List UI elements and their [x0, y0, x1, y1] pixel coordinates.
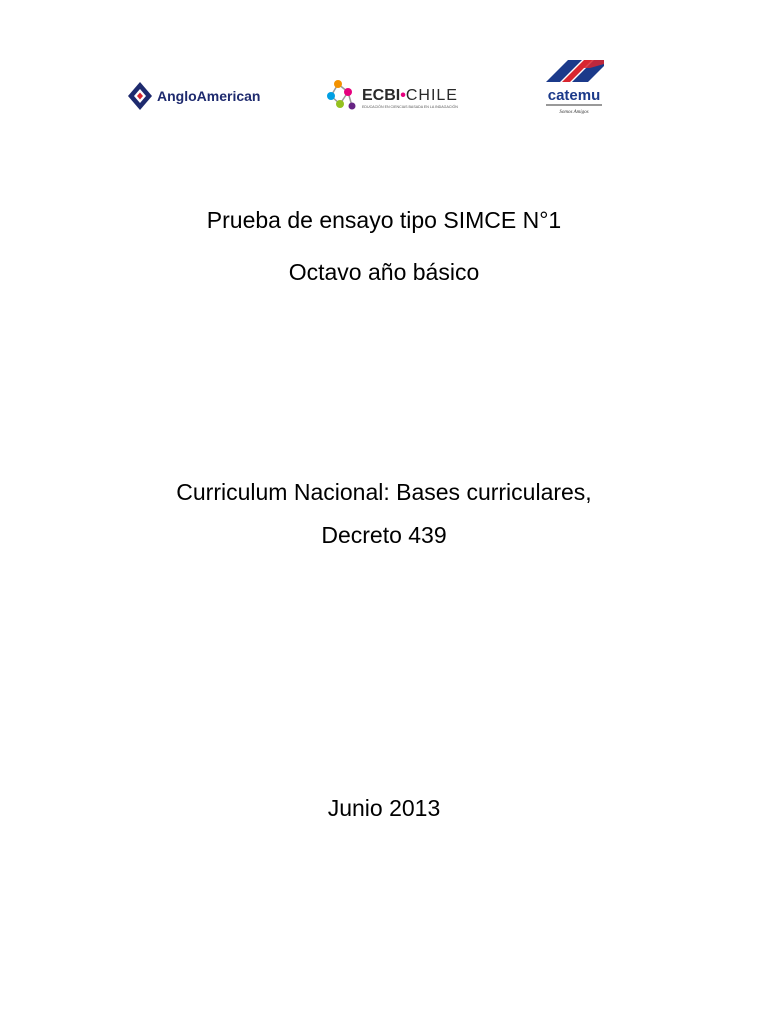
- ecbi-chile-logo: [326, 76, 466, 114]
- svg-text:ECBI•CHILE: [362, 87, 458, 104]
- catemu-flag-icon: [546, 60, 604, 82]
- catemu-logo: [538, 52, 610, 120]
- ecbi-molecule-icon: [327, 80, 356, 110]
- document-date: Junio 2013: [327, 795, 441, 821]
- curriculum-line-1: Curriculum Nacional: Bases curriculares,: [176, 479, 592, 505]
- ecbi-tagline: EDUCACIÓN EN CIENCIAS BASADA EN LA INDAGACIÓN: [362, 105, 458, 109]
- anglo-american-wordmark: AngloAmerican: [157, 88, 261, 104]
- ecbi-wordmark: ECBI: [362, 87, 401, 104]
- ecbi-chile-wordmark: CHILE: [405, 87, 458, 104]
- catemu-tagline: Somos Amigos: [559, 110, 589, 115]
- curriculum-line-2: Decreto 439: [321, 522, 447, 548]
- ecbi-dot: •: [400, 87, 406, 104]
- document-title: Prueba de ensayo tipo SIMCE N°1: [206, 207, 562, 233]
- catemu-wordmark: catemu: [547, 87, 601, 104]
- anglo-american-logo: [124, 78, 264, 114]
- document-grade: Octavo año básico: [288, 259, 480, 285]
